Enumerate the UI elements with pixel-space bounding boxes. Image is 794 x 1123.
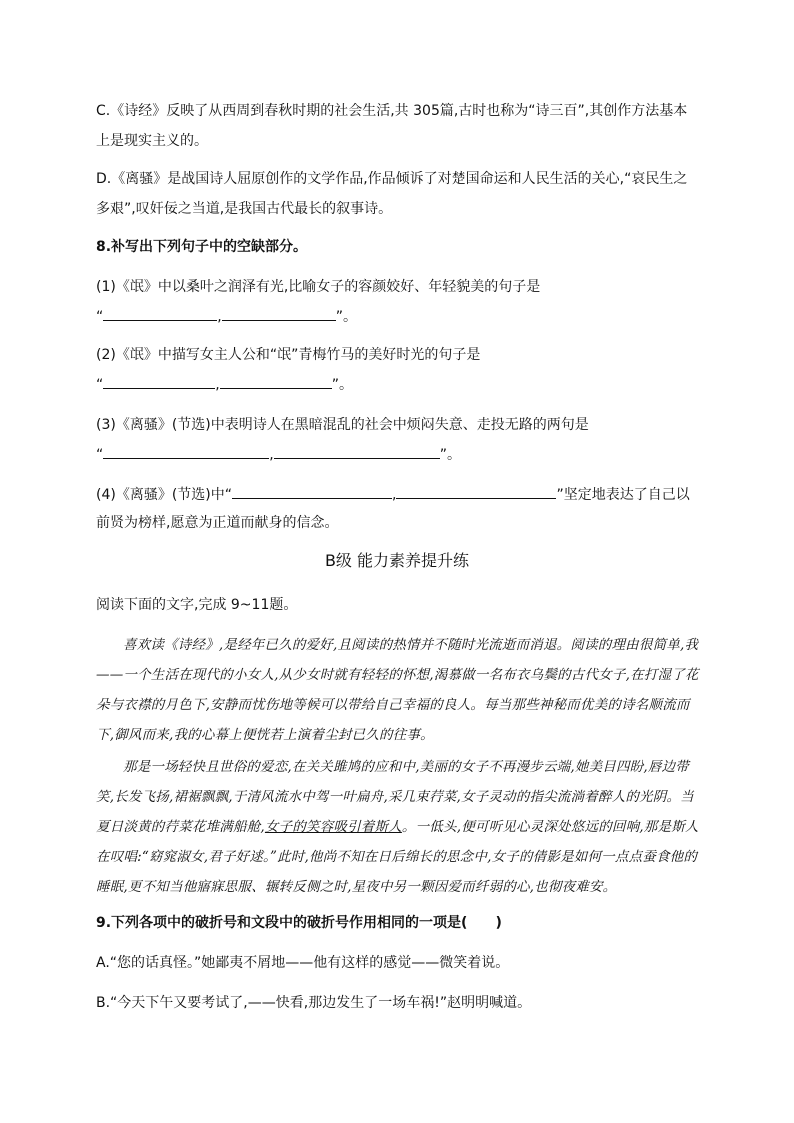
item-4-prefix: (4)《离骚》(节选)中“ [96, 487, 233, 503]
q8-item-4 [96, 480, 700, 510]
q8-item-4-line2: 前贤为榜样,愿意为正道而献身的信念。 [96, 515, 339, 531]
q8-item-1-blanks [96, 302, 700, 332]
close-quote: ”。 [439, 447, 461, 463]
close-quote: ”。 [335, 309, 357, 325]
open-quote: “ [96, 309, 104, 325]
answer-blank[interactable] [103, 306, 217, 321]
reading-prompt: 阅读下面的文字,完成 9~11题。 [96, 597, 298, 613]
open-quote: “ [96, 447, 104, 463]
answer-blank[interactable] [103, 444, 269, 459]
option-c: C.《诗经》反映了从西周到春秋时期的社会生活,共 305篇,古时也称为“诗三百”,其创作方法基本上是现实主义的。 [96, 103, 688, 149]
section-heading: B级 能力素养提升练 [324, 551, 470, 570]
close-quote: ”。 [331, 377, 353, 393]
answer-blank[interactable] [232, 484, 392, 499]
answer-blank[interactable] [274, 444, 440, 459]
answer-blank[interactable] [222, 306, 336, 321]
answer-blank[interactable] [220, 374, 332, 389]
q8-item-3-blanks [96, 440, 700, 470]
q8-item-2: (2)《氓》中描写女主人公和“氓”青梅竹马的美好时光的句子是 [96, 347, 481, 363]
passage-paragraph-2 [96, 752, 700, 902]
question-8-title: 8.补写出下列句子中的空缺部分。 [96, 239, 308, 255]
comma: , [217, 309, 222, 325]
para2-text-a: 那是一场轻快且世俗的爱恋,在关关雎鸠的应和中,美丽的女子不再漫步云端,她美目四盼,唇边带笑,长发飞扬,裙裾飘飘,于清风流水中驾一叶扁舟,采几束荇菜,女子灵动的指尖流淌着醉人的光阴。当夏日淡黄的荇菜花堆满船舱, [96, 759, 694, 835]
open-quote: “ [96, 377, 104, 393]
answer-blank[interactable] [103, 374, 215, 389]
q8-item-1: (1)《氓》中以桑叶之润泽有光,比喻女子的容颜姣好、年轻貌美的句子是 [96, 279, 541, 295]
underlined-sentence: 女子的笑容吸引着斯人 [264, 819, 402, 835]
q9-option-b: B.“今天下午又要考试了,——快看,那边发生了一场车祸!”赵明明喊道。 [96, 995, 532, 1011]
comma: , [269, 447, 274, 463]
item-4-suffix: ”坚定地表达了自己以 [556, 487, 690, 503]
q8-item-2-blanks [96, 370, 700, 400]
question-9: 9.下列各项中的破折号和文段中的破折号作用相同的一项是( ) [96, 915, 502, 931]
option-d: D.《离骚》是战国诗人屈原创作的文学作品,作品倾诉了对楚国命运和人民生活的关心,“哀民生之多艰”,叹奸佞之当道,是我国古代最长的叙事诗。 [96, 171, 688, 217]
answer-blank[interactable] [396, 484, 556, 499]
q8-item-3: (3)《离骚》(节选)中表明诗人在黑暗混乱的社会中烦闷失意、走投无路的两句是 [96, 417, 589, 433]
para2-text-b: 。一低头,便可听见心灵深处悠远的回响,那是斯人在叹唱:“窈窕淑女,君子好逑。”此时,他尚不知在日后绵长的思念中,女子的倩影是如何一点点蚕食他的睡眠,更不知当他寤寐思服、辗转反侧之时,星夜中另一颗因爱而纤弱的心,也彻夜难安。 [96, 819, 699, 895]
passage-paragraph-1: 喜欢读《诗经》,是经年已久的爱好,且阅读的热情并不随时光流逝而消退。阅读的理由很简单,我——一个生活在现代的小女人,从少女时就有轻轻的怀想,渴慕做一名布衣乌鬓的古代女子,在打湿了花朵与衣襟的月色下,安静而忧伤地等候可以带给自己幸福的良人。每当那些神秘而优美的诗名顺流而下,御风而来,我的心幕上便恍若上演着尘封已久的往事。 [96, 637, 699, 743]
comma: , [215, 377, 220, 393]
comma: , [392, 487, 397, 503]
q9-option-a: A.“您的话真怪。”她鄙夷不屑地——他有这样的感觉——微笑着说。 [96, 955, 510, 971]
